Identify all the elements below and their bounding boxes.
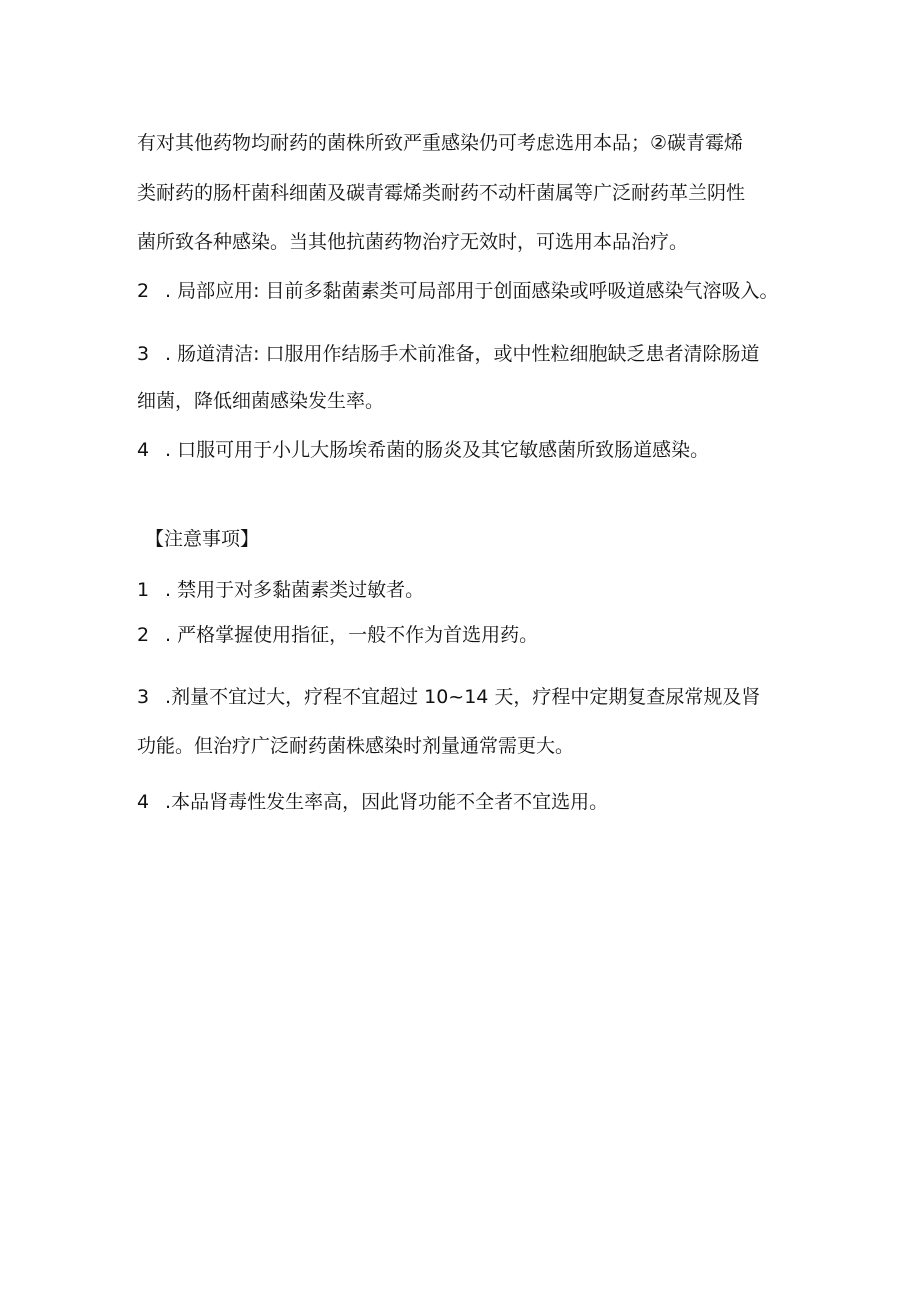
item-number: 1 xyxy=(137,579,150,601)
item-text: . 肠道清洁: 口服用作结肠手术前准备，或中性粒细胞缺乏患者清除肠道 xyxy=(159,343,760,365)
indication-item-3 xyxy=(137,341,837,367)
item-text: .剂量不宜过大，疗程不宜超过 10~14 天，疗程中定期复查尿常规及肾 xyxy=(159,686,761,708)
item-text: .本品肾毒性发生率高，因此肾功能不全者不宜选用。 xyxy=(159,791,609,813)
indication-paragraph-line-3: 菌所致各种感染。当其他抗菌药物治疗无效时，可选用本品治疗。 xyxy=(137,231,689,253)
indication-paragraph-line-2: 类耐药的肠杆菌科细菌及碳青霉烯类耐药不动杆菌属等广泛耐药革兰阴性 xyxy=(137,182,746,204)
item-number: 2 xyxy=(137,624,150,646)
item-text: . 口服可用于小儿大肠埃希菌的肠炎及其它敏感菌所致肠道感染。 xyxy=(159,439,710,461)
item-number: 3 xyxy=(137,343,150,365)
item-number: 2 xyxy=(137,280,150,302)
precaution-item-1 xyxy=(137,577,837,603)
indication-paragraph-line-1: 有对其他药物均耐药的菌株所致严重感染仍可考虑选用本品；②碳青霉烯 xyxy=(137,132,744,154)
precaution-item-3-line-2: 功能。但治疗广泛耐药菌株感染时剂量通常需更大。 xyxy=(137,735,575,757)
precaution-item-3 xyxy=(137,684,837,710)
precautions-heading: 【注意事项】 xyxy=(145,528,260,550)
precaution-item-2 xyxy=(137,622,837,648)
item-text: . 局部应用: 目前多黏菌素类可局部用于创面感染或呼吸道感染气溶吸入。 xyxy=(159,280,779,302)
indication-item-4 xyxy=(137,437,837,463)
item-text: . 禁用于对多黏菌素类过敏者。 xyxy=(159,579,425,601)
item-text: . 严格掌握使用指征，一般不作为首选用药。 xyxy=(159,624,539,646)
item-number: 3 xyxy=(137,686,150,708)
precaution-item-4 xyxy=(137,789,837,815)
item-number: 4 xyxy=(137,439,150,461)
indication-item-3-line-2: 细菌，降低细菌感染发生率。 xyxy=(137,390,385,412)
item-number: 4 xyxy=(137,791,150,813)
indication-item-2 xyxy=(137,278,837,304)
